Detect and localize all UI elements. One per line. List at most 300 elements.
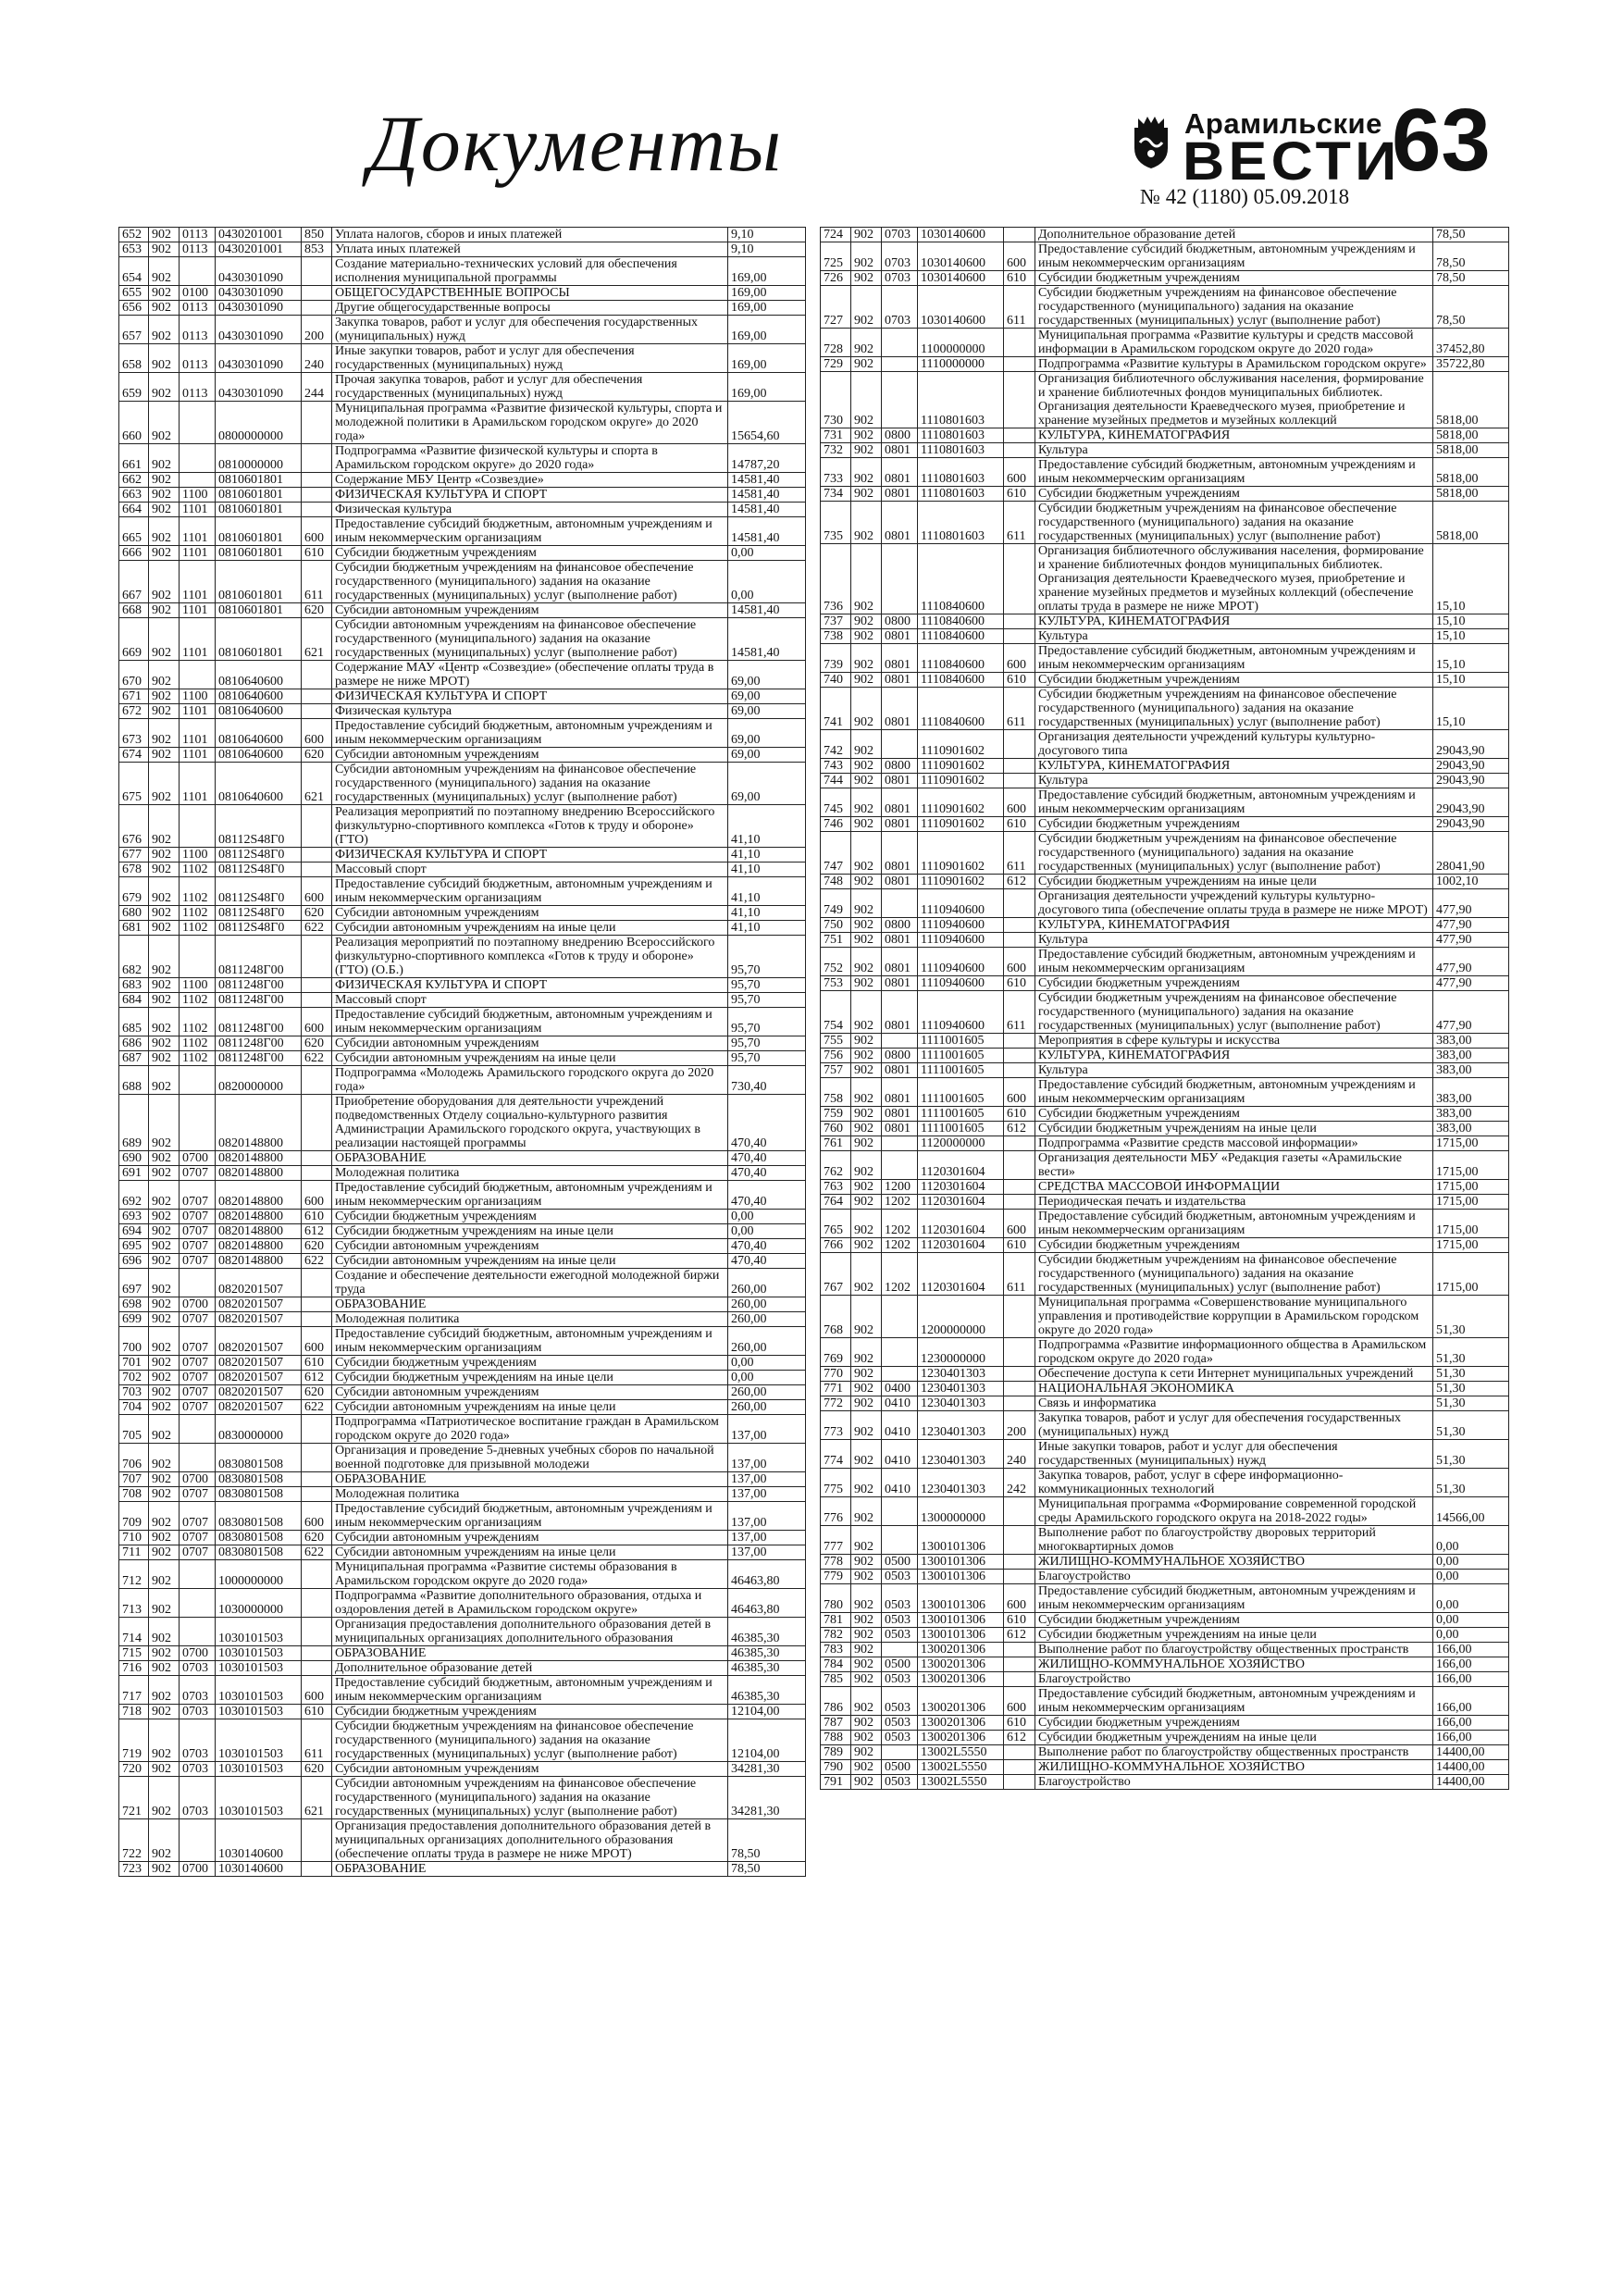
target-article: 1030140600 [918,228,1004,242]
agency-code: 902 [851,329,882,357]
section-code: 0707 [180,1210,216,1224]
table-row [119,257,806,286]
table-row [821,817,1509,832]
row-number: 787 [821,1716,851,1731]
section-code: 1102 [180,1008,216,1036]
target-article: 1230401303 [918,1367,1004,1382]
row-number: 685 [119,1008,149,1036]
target-article: 0820148800 [216,1210,302,1224]
amount: 137,00 [728,1545,806,1560]
section-code [882,1367,918,1382]
table-row [821,329,1509,357]
amount: 95,70 [728,1036,806,1051]
brand-top-text: Арамильские [1184,107,1382,140]
section-code: 0801 [882,1078,918,1107]
agency-code: 902 [149,1181,180,1210]
agency-code: 902 [851,1195,882,1210]
agency-code: 902 [851,1555,882,1570]
row-number: 778 [821,1555,851,1570]
item-title: Предоставление субсидий бюджетным, автономным учреждениям и иным некоммерческим организациям [332,1327,728,1356]
row-number: 733 [821,458,851,487]
item-title: Субсидии бюджетным учреждениям [332,1210,728,1224]
target-article: 1120301604 [918,1180,1004,1195]
section-code: 0801 [882,933,918,948]
target-article: 0810601801 [216,488,302,503]
row-number: 764 [821,1195,851,1210]
expense-type: 600 [1004,1078,1035,1107]
row-number: 654 [119,257,149,286]
expense-type: 600 [302,877,332,906]
section-code: 0500 [882,1760,918,1775]
section-code: 0700 [180,1151,216,1166]
amount: 14566,00 [1433,1497,1509,1526]
row-number: 702 [119,1371,149,1385]
amount: 46385,30 [728,1661,806,1676]
target-article: 0810640600 [216,719,302,748]
item-title: Дополнительное образование детей [1035,228,1433,242]
expense-type [1004,889,1035,918]
item-title: Другие общегосударственные вопросы [332,301,728,316]
agency-code: 902 [851,991,882,1034]
amount: 470,40 [728,1181,806,1210]
row-number: 674 [119,748,149,763]
target-article: 1300101306 [918,1584,1004,1613]
amount: 78,50 [728,1819,806,1862]
item-title: Периодическая печать и издательства [1035,1195,1433,1210]
agency-code: 902 [149,1719,180,1762]
item-title: Предоставление субсидий бюджетным, автономным учреждениям и иным некоммерческим организациям [1035,242,1433,271]
row-number: 688 [119,1066,149,1095]
agency-code: 902 [149,444,180,473]
row-number: 694 [119,1224,149,1239]
table-row [119,978,806,993]
row-number: 788 [821,1731,851,1745]
target-article: 1300101306 [918,1613,1004,1628]
target-article: 0430201001 [216,242,302,257]
target-article: 1120301604 [918,1210,1004,1238]
target-article: 0810601801 [216,561,302,603]
target-article: 13002L5550 [918,1760,1004,1775]
row-number: 773 [821,1411,851,1440]
section-code: 0113 [180,228,216,242]
row-number: 744 [821,774,851,788]
coat-of-arms-icon [1131,115,1171,170]
section-code: 0707 [180,1327,216,1356]
table-row [119,763,806,805]
agency-code: 902 [851,1716,882,1731]
row-number: 755 [821,1034,851,1049]
table-row [119,402,806,444]
amount: 9,10 [728,242,806,257]
expense-type [1004,1526,1035,1555]
table-row [821,774,1509,788]
section-code: 0503 [882,1716,918,1731]
section-code: 0801 [882,487,918,502]
expense-type [302,473,332,488]
item-title: Субсидии автономным учреждениям на финансовое обеспечение государственного (муниципального) задания на оказание государственных (муниципальных) услуг (выполнение работ) [332,1777,728,1819]
row-number: 659 [119,373,149,402]
table-row [119,1661,806,1676]
row-number: 786 [821,1687,851,1716]
agency-code: 902 [851,1034,882,1049]
target-article: 0820148800 [216,1166,302,1181]
row-number: 753 [821,976,851,991]
table-row [821,458,1509,487]
target-article: 1030101503 [216,1618,302,1646]
agency-code: 902 [851,443,882,458]
expense-type [302,1444,332,1472]
item-title: КУЛЬТУРА, КИНЕМАТОГРАФИЯ [1035,614,1433,629]
expense-type [302,1560,332,1589]
agency-code: 902 [149,344,180,373]
target-article: 0810601801 [216,473,302,488]
section-code: 0800 [882,614,918,629]
table-row [119,1531,806,1545]
table-row [821,1049,1509,1063]
target-article: 0820000000 [216,1066,302,1095]
amount: 0,00 [1433,1584,1509,1613]
item-title: Прочая закупка товаров, работ и услуг для обеспечения государственных (муниципальных) нужд [332,373,728,402]
row-number: 748 [821,875,851,889]
row-number: 772 [821,1396,851,1411]
section-code [882,730,918,759]
row-number: 724 [821,228,851,242]
item-title: Предоставление субсидий бюджетным, автономным учреждениям и иным некоммерческим организациям [1035,644,1433,673]
section-code: 0700 [180,1646,216,1661]
table-row [821,1672,1509,1687]
row-number: 775 [821,1469,851,1497]
item-title: ОБРАЗОВАНИЕ [332,1151,728,1166]
budget-table-right [820,227,1509,1790]
item-title: Субсидии автономным учреждениям на иные цели [332,921,728,936]
amount: 0,00 [728,1356,806,1371]
item-title: Связь и информатика [1035,1396,1433,1411]
item-title: Субсидии бюджетным учреждениям на иные цели [1035,1628,1433,1643]
agency-code: 902 [149,1487,180,1502]
expense-type: 610 [1004,976,1035,991]
agency-code: 902 [149,228,180,242]
item-title: Дополнительное образование детей [332,1661,728,1676]
table-row [821,688,1509,730]
section-code [882,1338,918,1367]
row-number: 683 [119,978,149,993]
amount: 470,40 [728,1254,806,1269]
table-row [821,1382,1509,1396]
amount: 0,00 [1433,1628,1509,1643]
amount: 29043,90 [1433,730,1509,759]
target-article: 0430301090 [216,344,302,373]
agency-code: 902 [851,1063,882,1078]
table-row [119,1036,806,1051]
section-code [180,936,216,978]
section-code [180,257,216,286]
amount: 383,00 [1433,1063,1509,1078]
section-code: 1102 [180,906,216,921]
target-article: 0820201507 [216,1371,302,1385]
table-row [119,473,806,488]
agency-code: 902 [149,488,180,503]
table-row [119,689,806,704]
target-article: 1110840600 [918,544,1004,614]
agency-code: 902 [851,788,882,817]
expense-type [302,301,332,316]
row-number: 741 [821,688,851,730]
expense-type [1004,1555,1035,1570]
amount: 383,00 [1433,1049,1509,1063]
expense-type: 620 [302,1239,332,1254]
row-number: 686 [119,1036,149,1051]
item-title: Обеспечение доступа к сети Интернет муниципальных учреждений [1035,1367,1433,1382]
row-number: 723 [119,1862,149,1877]
row-number: 738 [821,629,851,644]
item-title: Предоставление субсидий бюджетным, автономным учреждениям и иным некоммерческим организациям [332,1676,728,1705]
table-row [119,1589,806,1618]
table-row [821,1657,1509,1672]
row-number: 746 [821,817,851,832]
table-row [119,1151,806,1166]
agency-code: 902 [149,748,180,763]
table-row [821,428,1509,443]
row-number: 664 [119,503,149,517]
table-row [821,1760,1509,1775]
expense-type: 620 [302,906,332,921]
agency-code: 902 [851,1049,882,1063]
table-row [821,1107,1509,1122]
item-title: Выполнение работ по благоустройству дворовых территорий многоквартирных домов [1035,1526,1433,1555]
amount: 137,00 [728,1415,806,1444]
agency-code: 902 [851,1338,882,1367]
agency-code: 902 [851,1687,882,1716]
target-article: 1300201306 [918,1643,1004,1657]
section-code [882,1296,918,1338]
table-row [821,1180,1509,1195]
agency-code: 902 [851,1497,882,1526]
expense-type [1004,228,1035,242]
target-article: 1110840600 [918,688,1004,730]
table-row [119,1545,806,1560]
agency-code: 902 [149,618,180,661]
item-title: Подпрограмма «Развитие культуры в Арамильском городском округе» [1035,357,1433,372]
item-title: Закупка товаров, работ и услуг для обеспечения государственных (муниципальных) нужд [332,316,728,344]
table-row [821,759,1509,774]
expense-type: 610 [1004,1238,1035,1253]
item-title: Субсидии бюджетным учреждениям на иные цели [332,1371,728,1385]
amount: 0,00 [728,561,806,603]
section-code: 0113 [180,373,216,402]
table-row [119,1371,806,1385]
amount: 15,10 [1433,544,1509,614]
target-article: 0820148800 [216,1254,302,1269]
agency-code: 902 [149,877,180,906]
item-title: КУЛЬТУРА, КИНЕМАТОГРАФИЯ [1035,759,1433,774]
amount: 169,00 [728,286,806,301]
item-title: Субсидии автономным учреждениям [332,603,728,618]
table-row [821,1555,1509,1570]
item-title: Подпрограмма «Развитие информационного общества в Арамильском городском округе до 2020 года» [1035,1338,1433,1367]
item-title: Организация деятельности учреждений культуры культурно-досугового типа [1035,730,1433,759]
item-title: Субсидии бюджетным учреждениям [1035,1716,1433,1731]
row-number: 709 [119,1502,149,1531]
amount: 95,70 [728,993,806,1008]
row-number: 726 [821,271,851,286]
amount: 78,50 [1433,271,1509,286]
item-title: Создание материально-технических условий для обеспечения исполнения муниципальной программы [332,257,728,286]
section-code: 0703 [882,242,918,271]
row-number: 676 [119,805,149,848]
target-article: 1030140600 [918,242,1004,271]
item-title: Субсидии бюджетным учреждениям на финансовое обеспечение государственного (муниципального) задания на оказание государственных (муниципальных) услуг (выполнение работ) [1035,688,1433,730]
amount: 69,00 [728,763,806,805]
item-title: Организация и проведение 5-дневных учебных сборов по начальной военной подготовке для призывной молодежи [332,1444,728,1472]
table-row [119,1487,806,1502]
expense-type [1004,774,1035,788]
table-row [821,1238,1509,1253]
section-code: 1102 [180,1036,216,1051]
agency-code: 902 [851,1296,882,1338]
expense-type [302,1312,332,1327]
row-number: 728 [821,329,851,357]
amount: 29043,90 [1433,788,1509,817]
table-row [821,875,1509,889]
agency-code: 902 [851,1396,882,1411]
amount: 470,40 [728,1151,806,1166]
agency-code: 902 [149,257,180,286]
row-number: 757 [821,1063,851,1078]
amount: 69,00 [728,748,806,763]
table-row [821,1210,1509,1238]
target-article: 1230401303 [918,1469,1004,1497]
table-row [119,1415,806,1444]
section-code: 0707 [180,1224,216,1239]
table-row [119,1646,806,1661]
row-number: 667 [119,561,149,603]
target-article: 1030140600 [216,1819,302,1862]
item-title: Физическая культура [332,704,728,719]
amount: 78,50 [728,1862,806,1877]
item-title: Муниципальная программа «Развитие культуры и средств массовой информации в Арамильском городском округе до 2020 года» [1035,329,1433,357]
newspaper-logo [1131,107,1401,192]
section-code: 0100 [180,286,216,301]
target-article: 1000000000 [216,1560,302,1589]
section-code: 0410 [882,1440,918,1469]
table-row [821,1396,1509,1411]
amount: 1002,10 [1433,875,1509,889]
expense-type [302,503,332,517]
budget-table-left [118,227,806,1877]
item-title: Субсидии автономным учреждениям на финансовое обеспечение государственного (муниципального) задания на оказание государственных (муниципальных) услуг (выполнение работ) [332,763,728,805]
target-article: 1110840600 [918,673,1004,688]
section-code: 0800 [882,1049,918,1063]
section-code: 0707 [180,1385,216,1400]
row-number: 761 [821,1136,851,1151]
agency-code: 902 [149,473,180,488]
table-row [119,1560,806,1589]
item-title: Предоставление субсидий бюджетным, автономным учреждениям и иным некоммерческим организациям [1035,1687,1433,1716]
agency-code: 902 [149,1312,180,1327]
item-title: Культура [1035,443,1433,458]
target-article: 1110801603 [918,458,1004,487]
row-number: 687 [119,1051,149,1066]
section-code [882,1034,918,1049]
table-row [119,503,806,517]
table-row [119,1762,806,1777]
amount: 166,00 [1433,1643,1509,1657]
section-code [180,444,216,473]
item-title: ОБЩЕГОСУДАРСТВЕННЫЕ ВОПРОСЫ [332,286,728,301]
target-article: 1300000000 [918,1497,1004,1526]
row-number: 767 [821,1253,851,1296]
agency-code: 902 [851,286,882,329]
target-article: 1110801603 [918,487,1004,502]
table-row [119,1239,806,1254]
amount: 41,10 [728,805,806,848]
target-article: 1300201306 [918,1657,1004,1672]
table-row [821,730,1509,759]
section-code [180,1819,216,1862]
row-number: 715 [119,1646,149,1661]
amount: 383,00 [1433,1107,1509,1122]
agency-code: 902 [149,1560,180,1589]
section-code: 0410 [882,1411,918,1440]
expense-type [302,661,332,689]
expense-type: 622 [302,921,332,936]
table-row [119,488,806,503]
table-row [821,1745,1509,1760]
agency-code: 902 [149,1066,180,1095]
amount: 29043,90 [1433,817,1509,832]
amount: 5818,00 [1433,428,1509,443]
table-row [821,242,1509,271]
expense-type [302,993,332,1008]
expense-type [302,1487,332,1502]
item-title: Субсидии бюджетным учреждениям [332,1356,728,1371]
amount: 169,00 [728,301,806,316]
item-title: Культура [1035,629,1433,644]
amount: 260,00 [728,1327,806,1356]
table-row [821,788,1509,817]
agency-code: 902 [851,889,882,918]
target-article: 1030101503 [216,1646,302,1661]
target-article: 0810640600 [216,689,302,704]
amount: 260,00 [728,1385,806,1400]
item-title: КУЛЬТУРА, КИНЕМАТОГРАФИЯ [1035,428,1433,443]
section-code [882,1745,918,1760]
table-row [119,661,806,689]
expense-type [302,1618,332,1646]
target-article: 0810601801 [216,503,302,517]
expense-type: 610 [1004,487,1035,502]
amount: 95,70 [728,978,806,993]
expense-type [1004,1136,1035,1151]
amount: 41,10 [728,921,806,936]
table-row [119,719,806,748]
agency-code: 902 [149,1297,180,1312]
agency-code: 902 [851,228,882,242]
section-code: 0800 [882,428,918,443]
item-title: Субсидии бюджетным учреждениям на финансовое обеспечение государственного (муниципального) задания на оказание государственных (муниципальных) услуг (выполнение работ) [1035,286,1433,329]
table-row [821,673,1509,688]
target-article: 0811248Г00 [216,993,302,1008]
amount: 0,00 [1433,1526,1509,1555]
agency-code: 902 [149,1008,180,1036]
item-title: Подпрограмма «Развитие средств массовой информации» [1035,1136,1433,1151]
expense-type: 610 [1004,1716,1035,1731]
table-row [119,805,806,848]
agency-code: 902 [149,1254,180,1269]
row-number: 716 [119,1661,149,1676]
agency-code: 902 [149,704,180,719]
item-title: Подпрограмма «Развитие физической культуры и спорта в Арамильском городском округе» до 2020 года» [332,444,728,473]
